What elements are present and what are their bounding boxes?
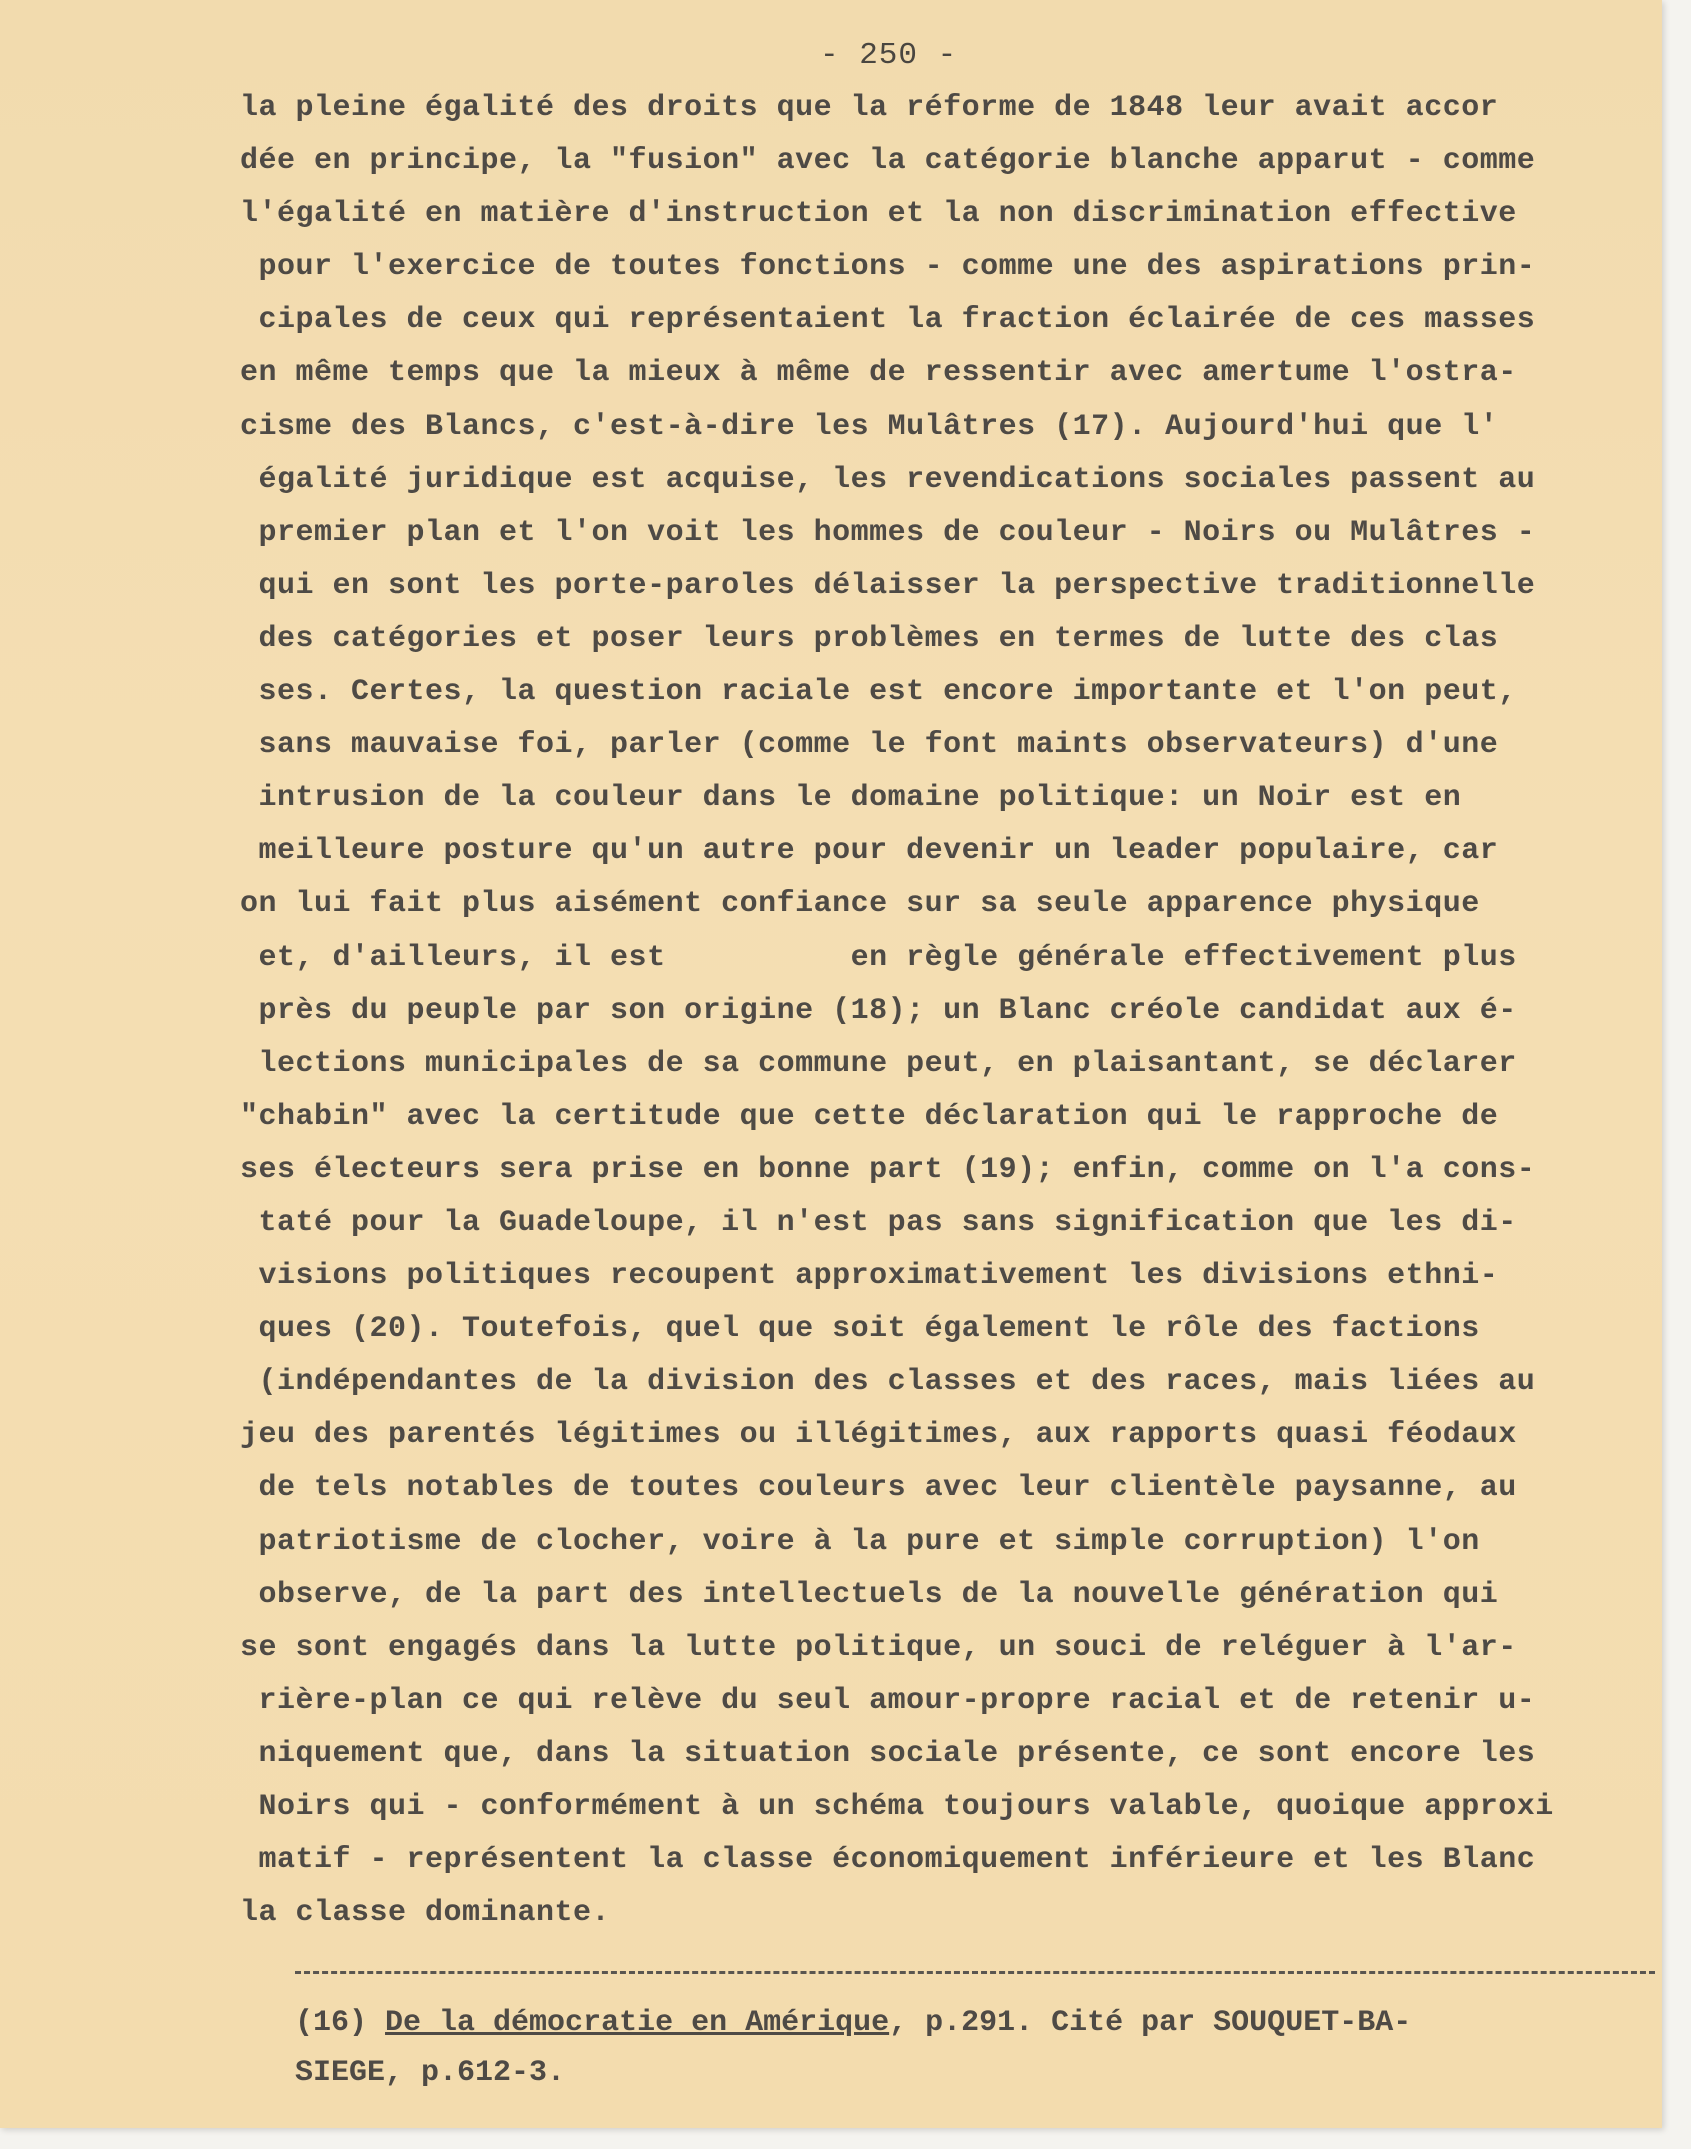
text-line: lections municipales de sa commune peut, en plaisantant, se déclarer — [240, 1046, 1517, 1081]
text-line: meilleure posture qu'un autre pour devenir un leader populaire, car — [240, 834, 1499, 869]
text-line: des catégories et poser leurs problèmes en termes de lutte des clas — [240, 621, 1499, 656]
text-line: Noirs qui - conformément à un schéma toujours valable, quoique approxi — [240, 1790, 1554, 1824]
footnote-title: De la démocratie en Amérique — [385, 2006, 890, 2040]
text-line: observe, de la part des intellectuels de la nouvelle génération qui — [240, 1577, 1499, 1612]
text-line: de tels notables de toutes couleurs avec leur clientèle paysanne, au — [240, 1471, 1517, 1506]
text-line: sans mauvaise foi, parler (comme le font maints observateurs) d'une — [240, 728, 1499, 763]
text-line: qui en sont les porte-paroles délaisser la perspective traditionnelle — [240, 568, 1536, 603]
text-line: rière-plan ce qui relève du seul amour-propre racial et de retenir u- — [240, 1683, 1536, 1718]
text-line: visions politiques recoupent approximativement les divisions ethni- — [240, 1259, 1499, 1294]
footnote-marker: (16) — [295, 2006, 368, 2040]
text-line: égalité juridique est acquise, les revendications sociales passent au — [240, 462, 1536, 497]
text-line: intrusion de la couleur dans le domaine politique: un Noir est en — [240, 781, 1462, 816]
text-line: dée en principe, la "fusion" avec la catégorie blanche apparut - comme — [240, 144, 1536, 179]
footnote-line-1 — [295, 1998, 1655, 2048]
text-line: patriotisme de clocher, voire à la pure et simple corruption) l'on — [240, 1524, 1480, 1559]
text-line: "chabin" avec la certitude que cette déclaration qui le rapproche de — [240, 1099, 1499, 1134]
text-line: pour l'exercice de toutes fonctions - comme une des aspirations prin- — [240, 250, 1536, 285]
footnote-separator — [295, 1971, 1655, 1974]
text-line: (indépendantes de la division des classes et des races, mais liées au — [240, 1365, 1536, 1400]
text-line: cipales de ceux qui représentaient la fraction éclairée de ces masses — [240, 303, 1536, 338]
text-line: ses. Certes, la question raciale est encore importante et l'on peut, — [240, 675, 1517, 710]
text-line: premier plan et l'on voit les hommes de couleur - Noirs ou Mulâtres - — [240, 515, 1536, 550]
page-number: - 250 - — [820, 38, 958, 73]
text-line: niquement que, dans la situation sociale présente, ce sont encore les — [240, 1736, 1536, 1771]
text-line: près du peuple par son origine (18); un Blanc créole candidat aux é- — [240, 993, 1517, 1028]
text-line: jeu des parentés légitimes ou illégitimes, aux rapports quasi féodaux — [240, 1418, 1517, 1453]
text-line: et, d'ailleurs, il est en règle générale effectivement plus — [240, 940, 1517, 975]
text-line: en même temps que la mieux à même de ressentir avec amertume l'ostra- — [240, 356, 1517, 391]
text-line: matif - représentent la classe économiquement inférieure et les Blanc — [240, 1843, 1536, 1878]
footnote-citation: , p.291. Cité par SOUQUET-BA- — [889, 2006, 1412, 2040]
text-line: on lui fait plus aisément confiance sur sa seule apparence physique — [240, 887, 1480, 922]
text-line: taté pour la Guadeloupe, il n'est pas sans signification que les di- — [240, 1205, 1517, 1240]
text-line: ses électeurs sera prise en bonne part (19); enfin, comme on l'a cons- — [240, 1152, 1536, 1187]
footnote-line-2: SIEGE, p.612-3. — [295, 2056, 566, 2090]
text-line: se sont engagés dans la lutte politique, un souci de reléguer à l'ar- — [240, 1630, 1517, 1665]
text-line: l'égalité en matière d'instruction et la non discrimination effective — [240, 197, 1517, 232]
text-line: la pleine égalité des droits que la réforme de 1848 leur avait accor — [240, 91, 1499, 125]
text-line: ques (20). Toutefois, quel que soit également le rôle des factions — [240, 1312, 1480, 1347]
text-line: cisme des Blancs, c'est-à-dire les Mulâtres (17). Aujourd'hui que l' — [240, 409, 1499, 444]
body-text — [240, 82, 1660, 1940]
footnote — [295, 1998, 1655, 2098]
text-line: la classe dominante. — [240, 1896, 611, 1931]
